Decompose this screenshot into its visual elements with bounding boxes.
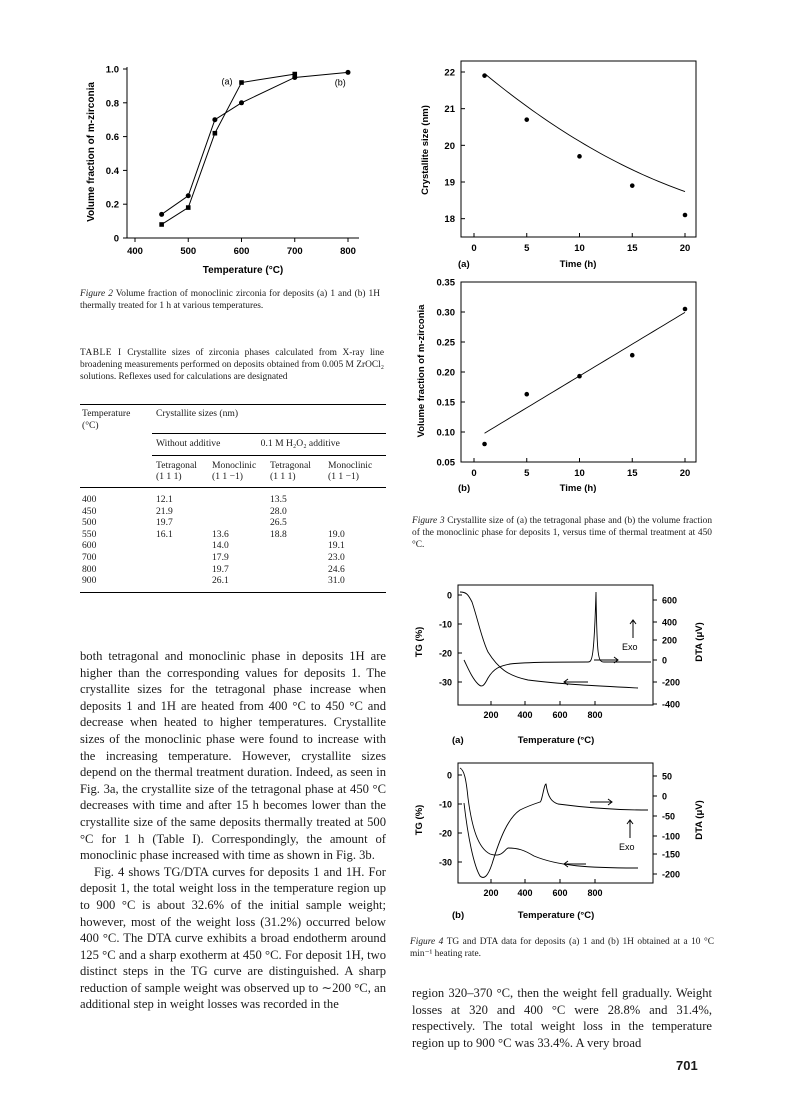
table-row <box>80 575 386 587</box>
fig3a-y-axis-label: Crystallite size (nm) <box>420 105 431 195</box>
table-cell: 800 <box>82 563 97 575</box>
table-cell <box>210 506 268 518</box>
fig4a-x-tick-label: 600 <box>552 710 568 720</box>
fig3a-y-tick-label: 21 <box>444 104 455 116</box>
fig3b-data-point <box>683 307 688 312</box>
table-row <box>80 540 386 552</box>
table-1 <box>80 404 386 593</box>
fig4a-right-tick-label: 600 <box>662 595 678 606</box>
table-cell <box>154 575 210 587</box>
fig3b-y-axis-label: Volume fraction of m-zirconia <box>416 304 427 438</box>
table-1-header <box>80 404 386 488</box>
fig3a-ticks <box>444 68 690 255</box>
table-cell: 19.7 <box>156 517 173 529</box>
table-cell: 13.5 <box>270 493 287 505</box>
figure-3-caption-text: Crystallite size of (a) the tetragonal phase and (b) the volume fraction of the monoclinic phase for deposits 1, versus time of thermal treatment at 450 °C. <box>412 516 713 550</box>
fig3b-x-tick-label: 5 <box>524 468 530 479</box>
figure-2-chart <box>78 50 378 282</box>
fig4a-left-tick-label: -20 <box>438 648 452 659</box>
figure-3a-chart <box>412 55 712 275</box>
fig3b-y-tick-label: 0.20 <box>436 367 455 379</box>
table-cell: 450 <box>82 505 97 517</box>
fig2-series <box>159 70 350 227</box>
figure-4b-chart <box>408 758 718 933</box>
fig4b-axes <box>458 763 653 883</box>
fig2-y-tick-label: 0.4 <box>105 165 119 177</box>
table-cell <box>210 517 268 529</box>
table-cell <box>268 575 326 587</box>
figure-4-caption-label: Figure 4 <box>410 937 444 947</box>
table-cell: 400 <box>82 493 97 505</box>
fig3a-x-tick-label: 5 <box>524 243 530 254</box>
fig4a-x-tick-label: 400 <box>517 710 533 720</box>
table-cell <box>326 494 386 506</box>
table-1-body <box>80 494 386 587</box>
table-cell: 550 <box>82 528 97 540</box>
table-row <box>80 494 386 506</box>
fig2-y-tick-label: 0.8 <box>105 98 119 110</box>
table-cell <box>154 552 210 564</box>
fig3a-x-tick-label: 15 <box>626 243 638 254</box>
fig2-y-tick-label: 1.0 <box>105 64 119 76</box>
table-1-reflex-4: (1 1 −1) <box>328 471 359 483</box>
fig3b-x-tick-label: 0 <box>471 468 477 479</box>
fig3a-x-tick-label: 0 <box>471 243 477 254</box>
fig4a-left-axis-label: TG (%) <box>414 626 425 658</box>
fig3a-y-tick-label: 18 <box>444 214 455 226</box>
fig4b-ticks <box>439 771 680 899</box>
fig3b-y-tick-label: 0.25 <box>436 337 455 349</box>
fig2-y-tick-label: 0 <box>113 233 119 245</box>
table-cell: 17.9 <box>212 551 229 563</box>
table-1-label: TABLE I <box>80 348 122 358</box>
fig2-series-label: (b) <box>334 77 346 88</box>
table-cell: 19.0 <box>328 528 345 540</box>
fig3a-y-tick-label: 20 <box>444 140 455 152</box>
fig3a-y-tick-label: 22 <box>444 67 455 79</box>
fig3a-x-axis-label: Time (h) <box>559 259 597 270</box>
fig2-data-point <box>239 100 244 105</box>
table-1-head-group: Crystallite sizes (nm) <box>156 408 239 419</box>
fig4b-dta-curve <box>464 784 648 878</box>
fig3a-data-point <box>577 154 582 159</box>
fig4b-x-tick-label: 800 <box>587 888 603 898</box>
table-row <box>80 529 386 541</box>
fig4b-left-tick-label: -30 <box>438 857 452 868</box>
fig2-data-point <box>212 117 217 122</box>
fig3b-x-tick-label: 20 <box>679 468 691 479</box>
fig2-series-line <box>162 74 295 224</box>
fig4b-exo-label: Exo <box>619 842 635 852</box>
table-1-caption <box>80 347 384 383</box>
table-cell: 31.0 <box>328 575 345 587</box>
fig4b-right-tick-label: -150 <box>662 849 681 860</box>
table-1-reflex-1: (1 1 1) <box>156 471 182 483</box>
fig2-data-point <box>239 80 244 85</box>
table-1-bottom-rule <box>80 592 386 593</box>
fig3b-data-point <box>577 374 582 379</box>
fig2-data-point <box>159 222 164 227</box>
right-column-text <box>412 985 712 1051</box>
fig4b-left-axis-label: TG (%) <box>414 804 425 836</box>
table-row <box>80 506 386 518</box>
table-cell: 16.1 <box>156 528 173 540</box>
table-cell <box>268 564 326 576</box>
fig2-y-tick-label: 0.2 <box>105 199 119 211</box>
fig3b-data-point <box>630 353 635 358</box>
table-cell: 12.1 <box>156 493 173 505</box>
table-cell: 21.9 <box>156 505 173 517</box>
table-cell: 700 <box>82 551 97 563</box>
table-cell <box>268 540 326 552</box>
fig4a-x-tick-label: 800 <box>587 710 603 720</box>
figure-4-caption-text: TG and DTA data for deposits (a) 1 and (b) 1H obtained at a 10 °C min⁻¹ heating rate. <box>410 937 714 959</box>
fig3b-data-point <box>524 392 529 397</box>
fig2-data-point <box>186 205 191 210</box>
table-cell <box>326 506 386 518</box>
fig4b-tg-curve <box>460 768 638 868</box>
table-cell <box>210 494 268 506</box>
left-paragraph-1: both tetragonal and monoclinic phase in deposits 1H are higher than the corresponding values for deposits 1. The crystallite sizes for the tetragonal phase increase when deposits 1 and 1H are heated from 400 °C to 450 °C and decrease when heated to higher temperatures. Crystallite sizes of the monoclinic phase were found to increase with the increasing temperature. However, crystallite sizes depend on the thermal treatment duration. Indeed, as seen in Fig. 3a, the crystallite size of the tetragonal phase at 450 °C decreases with time and after 15 h becomes lower than the crystallite size of the same deposits thermally treated at 500 °C for 1 h (Table I). Correspondingly, the amount of monoclinic phase increased with time as shown in Fig. 3b. <box>80 649 386 863</box>
fig4b-arrow-right-icon <box>590 799 612 805</box>
fig4b-right-tick-label: -200 <box>662 869 681 880</box>
fig4a-x-tick-label: 200 <box>483 710 499 720</box>
fig2-y-axis-label: Volume fraction of m-zirconia <box>86 82 97 222</box>
fig2-x-tick-label: 700 <box>286 246 303 257</box>
table-1-col-2: Monoclinic <box>212 459 257 471</box>
fig4a-ticks <box>439 591 680 721</box>
fig4b-x-tick-label: 600 <box>552 888 568 898</box>
fig4a-right-axis-label: DTA (μV) <box>694 622 705 662</box>
fig3b-y-tick-label: 0.10 <box>436 427 455 439</box>
fig3a-axes <box>461 61 696 237</box>
fig3a-panel-label: (a) <box>458 259 470 270</box>
fig3a-y-tick-label: 19 <box>444 177 455 189</box>
fig3b-y-tick-label: 0.05 <box>436 457 455 469</box>
table-row <box>80 552 386 564</box>
table-1-col-3: Tetragonal <box>270 459 311 471</box>
fig4a-x-axis-label: Temperature (°C) <box>517 735 595 746</box>
fig4b-curves <box>460 768 648 878</box>
fig4b-x-axis-label: Temperature (°C) <box>517 910 595 921</box>
table-cell: 600 <box>82 540 97 552</box>
table-1-col-4: Monoclinic <box>328 459 373 471</box>
fig3a-data-point <box>482 73 487 78</box>
table-1-reflex-2: (1 1 −1) <box>212 471 243 483</box>
fig3b-panel-label: (b) <box>458 483 471 494</box>
fig2-x-tick-label: 600 <box>233 246 250 257</box>
figure-2-caption <box>80 288 380 312</box>
fig4a-left-tick-label: -30 <box>438 677 452 688</box>
fig2-data-point <box>292 75 297 80</box>
fig3a-x-tick-label: 10 <box>574 243 585 254</box>
fig2-x-tick-label: 800 <box>340 246 356 257</box>
fig4a-left-tick-label: -10 <box>438 619 452 630</box>
table-cell: 19.7 <box>212 563 229 575</box>
table-cell <box>326 517 386 529</box>
table-row <box>80 564 386 576</box>
fig3a-fit-line <box>485 74 685 192</box>
fig3a-series <box>482 73 687 217</box>
table-1-head-unit: (°C) <box>82 419 99 431</box>
fig3b-x-tick-label: 15 <box>626 468 638 479</box>
fig4b-left-tick-label: 0 <box>446 770 452 781</box>
fig3b-data-point <box>482 442 487 447</box>
fig2-data-point <box>213 131 218 136</box>
figure-3-caption-label: Figure 3 <box>412 516 445 526</box>
fig4b-right-axis-label: DTA (μV) <box>694 800 705 840</box>
fig4a-dta-curve <box>464 592 651 686</box>
fig3b-y-tick-label: 0.15 <box>436 397 455 409</box>
figure-4-caption <box>410 936 714 960</box>
fig2-ticks <box>106 65 356 258</box>
table-cell: 14.0 <box>212 540 229 552</box>
fig2-x-tick-label: 400 <box>127 246 143 257</box>
fig4a-tg-curve <box>460 592 638 688</box>
table-1-head-temperature: Temperature <box>82 408 131 419</box>
fig4a-left-tick-label: 0 <box>446 590 452 601</box>
fig3b-axes <box>461 282 696 462</box>
table-cell: 13.6 <box>212 528 229 540</box>
right-paragraph-1: region 320–370 °C, then the weight fell gradually. Weight losses at 320 and 400 °C were 28.8% and 31.4%, respectively. The total weight loss in the temperature region up to 900 °C was 33.4%. A very broad <box>412 986 712 1050</box>
table-cell: 500 <box>82 517 97 529</box>
fig4a-curves <box>460 592 651 688</box>
fig3b-y-tick-label: 0.35 <box>436 277 455 289</box>
fig4b-right-tick-label: -100 <box>662 831 681 842</box>
table-1-caption-text: Crystallite sizes of zirconia phases calculated from X-ray line broadening measurements performed on deposits obtained from 0.005 M ZrOCl₂ solutions. Reflexes used for calculations are designated <box>80 348 384 382</box>
fig2-series-label: (a) <box>221 76 233 87</box>
figure-2-caption-text: Volume fraction of monoclinic zirconia for deposits (a) 1 and (b) 1H thermally treated for 1 h at various temperatures. <box>80 289 381 311</box>
fig3a-data-point <box>683 213 688 218</box>
table-cell: 23.0 <box>328 551 345 563</box>
table-cell <box>268 552 326 564</box>
left-paragraph-2: Fig. 4 shows TG/DTA curves for deposits 1 and 1H. For deposit 1, the total weight loss in the temperature region up to 900 °C is about 32.6% of the initial sample weight; however, most of the weight loss (31.2%) occurred below 400 °C. The DTA curve exhibits a broad endotherm around 125 °C and a sharp exotherm at 450 °C. For deposit 1H, two distinct steps in the TG curve are distinguished. A sharp reduction of sample weight was observed up to ∼200 °C, an additional step in weight losses was recorded in the <box>80 864 386 1012</box>
fig4b-exo-arrow-icon <box>627 820 633 838</box>
fig4a-right-tick-label: 400 <box>662 617 678 628</box>
fig2-x-axis-label: Temperature (°C) <box>202 265 284 276</box>
table-cell <box>154 540 210 552</box>
fig3a-data-point <box>524 117 529 122</box>
fig4b-left-tick-label: -10 <box>438 799 452 810</box>
figure-3-caption <box>412 515 712 551</box>
fig4b-panel-label: (b) <box>452 910 465 921</box>
fig2-data-point <box>159 212 164 217</box>
fig4b-left-tick-label: -20 <box>438 828 452 839</box>
fig4b-x-tick-label: 400 <box>517 888 533 898</box>
fig4a-exo-label: Exo <box>622 642 638 652</box>
table-1-head-without: Without additive <box>156 438 221 450</box>
table-cell: 26.1 <box>212 575 229 587</box>
figure-2-caption-label: Figure 2 <box>80 289 113 299</box>
fig3b-ticks <box>437 278 691 480</box>
fig3b-x-axis-label: Time (h) <box>559 483 597 494</box>
table-cell: 18.8 <box>270 528 287 540</box>
fig4a-right-tick-label: -400 <box>662 699 681 710</box>
table-cell: 24.6 <box>328 563 345 575</box>
fig4a-right-tick-label: -200 <box>662 677 681 688</box>
fig2-data-point <box>186 193 191 198</box>
fig4a-right-tick-label: 200 <box>662 635 678 646</box>
fig4b-right-tick-label: -50 <box>662 811 676 822</box>
table-cell <box>154 564 210 576</box>
table-row <box>80 517 386 529</box>
table-1-col-1: Tetragonal <box>156 459 197 471</box>
fig4b-right-tick-label: 50 <box>662 771 673 782</box>
table-1-reflex-3: (1 1 1) <box>270 471 296 483</box>
fig4b-x-tick-label: 200 <box>483 888 499 898</box>
fig3a-x-tick-label: 20 <box>679 243 691 254</box>
table-1-head-with: 0.1 M H₂O₂ additive <box>260 438 340 450</box>
table-cell: 900 <box>82 575 97 587</box>
left-column-text <box>80 648 386 1013</box>
fig3a-data-point <box>630 183 635 188</box>
fig4b-right-tick-label: 0 <box>662 791 668 802</box>
fig4a-exo-arrow-icon <box>630 620 636 638</box>
table-cell: 19.1 <box>328 540 345 552</box>
figure-3b-chart <box>412 276 712 506</box>
fig2-x-tick-label: 500 <box>180 246 197 257</box>
fig3b-x-tick-label: 10 <box>574 468 585 479</box>
figure-4a-chart <box>408 580 718 755</box>
fig2-series-line <box>162 72 348 214</box>
fig4a-panel-label: (a) <box>452 735 464 746</box>
table-cell: 26.5 <box>270 517 287 529</box>
fig2-data-point <box>346 70 351 75</box>
fig3b-y-tick-label: 0.30 <box>436 307 455 319</box>
fig3b-series <box>482 307 687 447</box>
fig3b-fit-line <box>485 312 685 433</box>
table-cell: 28.0 <box>270 505 287 517</box>
fig4a-right-tick-label: 0 <box>662 655 668 666</box>
page-number: 701 <box>676 1058 698 1073</box>
fig2-y-tick-label: 0.6 <box>105 132 119 144</box>
